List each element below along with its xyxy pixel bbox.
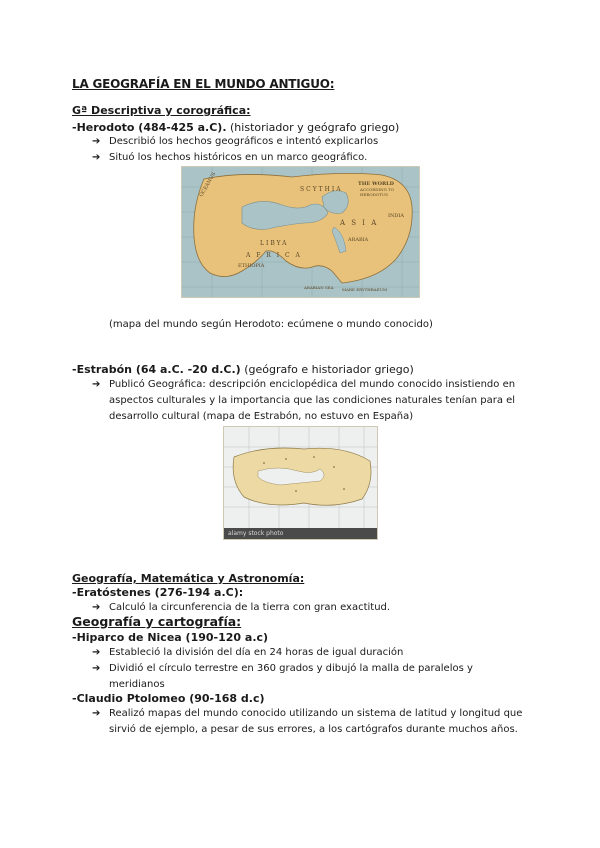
svg-text:A F R I C A: A F R I C A (246, 252, 302, 259)
svg-text:SCYTHIA: SCYTHIA (300, 186, 343, 193)
arrow-icon: ➔ (92, 663, 101, 674)
svg-text:OCEANUS: OCEANUS (198, 171, 218, 198)
svg-text:INDIA: INDIA (388, 213, 404, 219)
bullet-item: ➔ Describió los hechos geográficos e intentó explicarlos (109, 134, 529, 150)
arrow-icon: ➔ (92, 647, 101, 658)
herodotus-map-illustration (182, 167, 419, 297)
person-name: -Estrabón (64 a.C. -20 d.C.) (72, 363, 241, 376)
person-note: (historiador y geógrafo griego) (226, 121, 400, 134)
svg-text:ARABIA: ARABIA (348, 237, 369, 243)
arrow-icon: ➔ (92, 136, 101, 147)
svg-text:LIBYA: LIBYA (260, 240, 289, 247)
svg-text:THE WORLD: THE WORLD (358, 181, 394, 187)
bullet-item: ➔ Realizó mapas del mundo conocido utilizando un sistema de latitud y longitud que sirvió de ejemplo, a pesar de sus errores, a los cartógrafos durante muchos años. (92, 708, 523, 735)
strabo-world-map (223, 426, 378, 540)
herodotus-world-map (181, 166, 420, 298)
bullet-item: ➔ Estableció la división del día en 24 horas de igual duración (109, 645, 529, 661)
svg-text:A S I A: A S I A (340, 219, 379, 227)
arrow-icon: ➔ (92, 379, 101, 390)
svg-text:HERODOTUS: HERODOTUS (360, 192, 388, 197)
person-name: -Eratóstenes (276-194 a.C): (72, 586, 244, 599)
arrow-icon: ➔ (92, 602, 101, 613)
page-title: LA GEOGRAFÍA EN EL MUNDO ANTIGUO: (72, 77, 335, 91)
stock-photo-bar: alamy stock photo (224, 528, 377, 539)
person-herodoto (72, 121, 399, 134)
strabo-map-illustration (224, 427, 377, 528)
person-ptolomeo (72, 692, 265, 705)
arrow-icon: ➔ (92, 152, 101, 163)
bullet-item: ➔ Calculó la circunferencia de la tierra con gran exactitud. (109, 600, 529, 616)
section-heading-matematica: Geografía, Matemática y Astronomía: (72, 572, 305, 585)
svg-text:ARABIAN SEA: ARABIAN SEA (304, 285, 334, 290)
person-eratostenes (72, 586, 243, 599)
svg-text:MARE ERYTHRAEUM: MARE ERYTHRAEUM (342, 287, 388, 292)
figure-caption-herodoto: (mapa del mundo según Herodoto: ecúmene o mundo conocido) (109, 319, 433, 330)
svg-text:ACCORDING TO: ACCORDING TO (360, 187, 395, 192)
bullet-item: ➔ Dividió el círculo terrestre en 360 grados y dibujó la malla de paralelos y meridianos (92, 663, 473, 690)
person-name: -Hiparco de Nicea (190-120 a.c) (72, 631, 269, 644)
person-name: -Claudio Ptolomeo (90-168 d.c) (72, 692, 265, 705)
person-name: -Herodoto (484-425 a.C). (72, 121, 227, 134)
person-note: (geógrafo e historiador griego) (240, 363, 414, 376)
section-heading-descriptiva: Gª Descriptiva y corográfica: (72, 104, 251, 117)
bullet-item: ➔ Situó los hechos históricos en un marco geográfico. (109, 150, 529, 166)
bullet-item: ➔ Publicó Geográfica: descripción enciclopédica del mundo conocido insistiendo en aspectos culturales y la importancia que las condiciones naturales tenían para el desarrollo cultural (mapa de Estrabón, no estuvo en España) (92, 379, 516, 422)
section-heading-cartografia: Geografía y cartografía: (72, 614, 242, 629)
arrow-icon: ➔ (92, 708, 101, 719)
svg-text:ETHIOPIA: ETHIOPIA (238, 263, 265, 269)
person-estrabon (72, 363, 414, 376)
person-hiparco (72, 631, 268, 644)
